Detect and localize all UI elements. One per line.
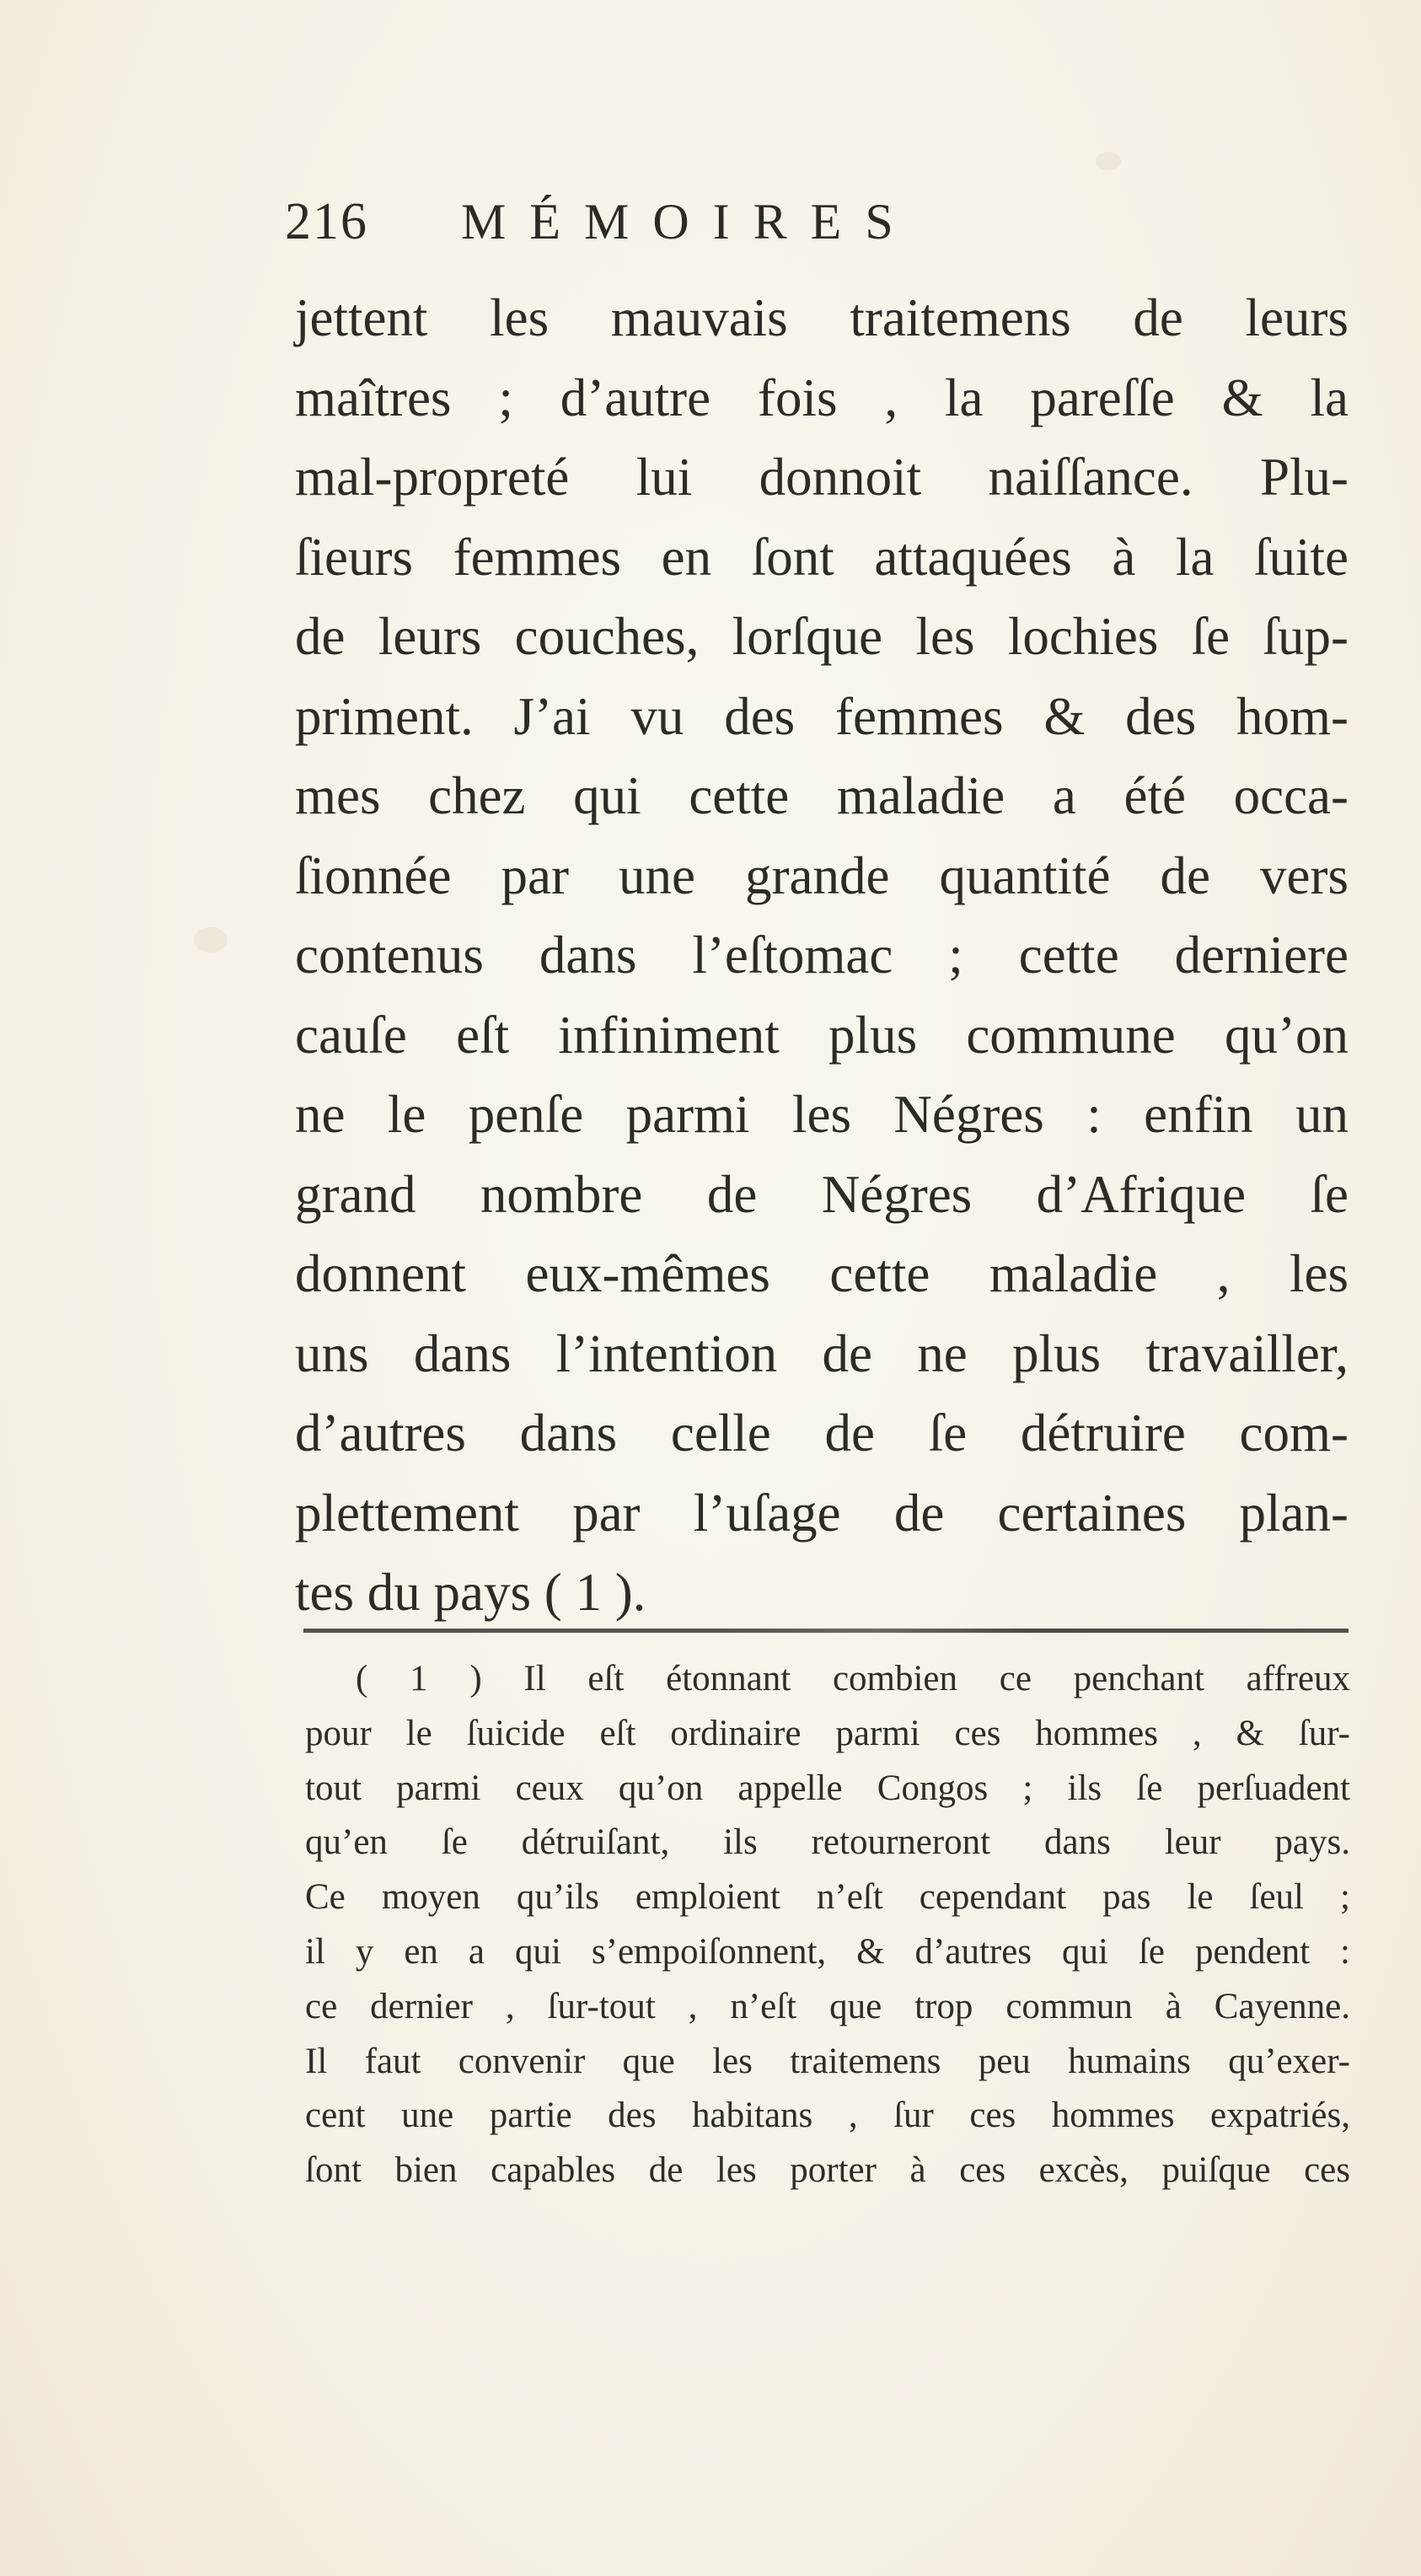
footnote-line: Ce moyen qu’ils emploient n’eſt cependant pas le ſeul ; (305, 1877, 1350, 1918)
footnote-line: cent une partie des habitans , ſur ces hommes expatriés, (305, 2096, 1350, 2136)
text-line: ſionnée par une grande quantité de vers (295, 845, 1349, 905)
text-line: plettement par l’uſage de certaines plan- (295, 1483, 1349, 1543)
text-line: donnent eux-mêmes cette maladie , les (295, 1244, 1349, 1303)
page-header (285, 192, 1128, 260)
footnote-line: ſont bien capables de les porter à ces excès, puiſque ces (305, 2150, 1350, 2191)
footnote-line: qu’en ſe détruiſant, ils retourneront dans leur pays. (305, 1822, 1350, 1863)
body-text (295, 278, 1349, 1633)
paper-stain (194, 927, 228, 953)
text-line: grand nombre de Négres d’Afrique ſe (295, 1164, 1349, 1224)
text-line: mes chez qui cette maladie a été occa- (295, 766, 1349, 825)
text-line: jettent les mauvais traitemens de leurs (295, 288, 1349, 347)
text-line: contenus dans l’eſtomac ; cette derniere (295, 926, 1349, 985)
text-line: tes du pays ( 1 ). (295, 1563, 646, 1622)
footnote-line: tout parmi ceux qu’on appelle Congos ; ils ſe perſuadent (305, 1768, 1350, 1808)
text-line: ſieurs femmes en ſont attaquées à la ſuite (295, 527, 1349, 587)
text-line: cauſe eſt infiniment plus commune qu’on (295, 1005, 1349, 1065)
text-line: maîtres ; d’autre fois , la pareſſe & la (295, 368, 1349, 427)
text-line: d’autres dans celle de ſe détruire com- (295, 1403, 1349, 1462)
running-head: MÉMOIRES (461, 194, 917, 250)
footnote-line: ( 1 ) Il eſt étonnant combien ce penchant affreux (356, 1659, 1350, 1699)
footnote-divider (303, 1629, 1349, 1633)
text-line: priment. J’ai vu des femmes & des hom- (295, 686, 1349, 746)
footnote (305, 1652, 1350, 2198)
paper-stain (1096, 152, 1121, 170)
text-line: mal-propreté lui donnoit naiſſance. Plu- (295, 448, 1349, 507)
text-line: uns dans l’intention de ne plus travailler, (295, 1323, 1349, 1383)
footnote-line: pour le ſuicide eſt ordinaire parmi ces hommes , & ſur- (305, 1713, 1350, 1753)
text-line: de leurs couches, lorſque les lochies ſe ſup- (295, 607, 1349, 666)
text-line: ne le penſe parmi les Négres : enfin un (295, 1085, 1349, 1144)
footnote-line: ce dernier , ſur-tout , n’eſt que trop commun à Cayenne. (305, 1986, 1350, 2026)
footnote-line: il y en a qui s’empoiſonnent, & d’autres qui ſe pendent : (305, 1931, 1350, 1972)
footnote-line: Il faut convenir que les traitemens peu humains qu’exer- (305, 2041, 1350, 2081)
page-number: 216 (285, 193, 368, 250)
